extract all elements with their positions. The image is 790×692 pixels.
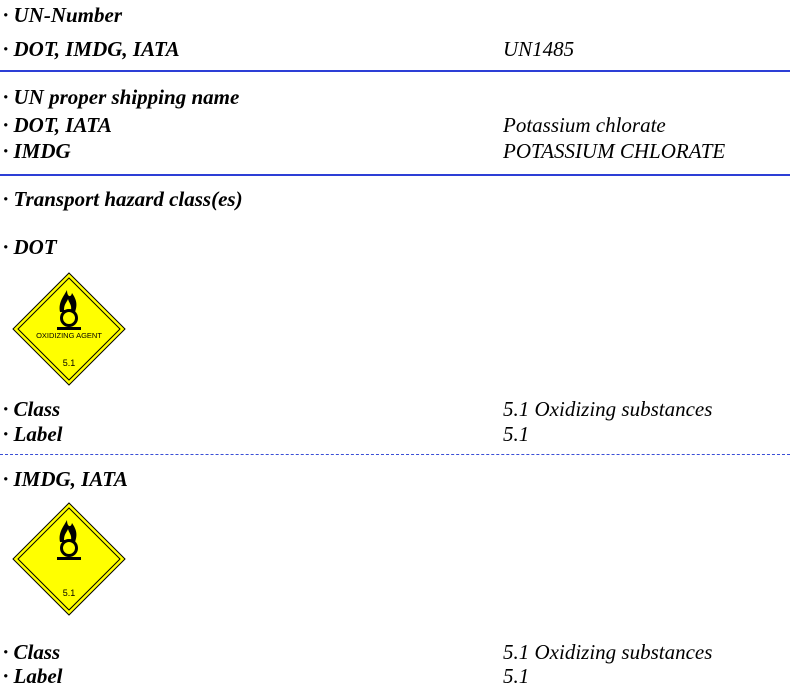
shipping-name-value: Potassium chlorate (503, 113, 666, 137)
dot-label-row (3, 423, 790, 445)
shipping-name-row (3, 140, 790, 162)
imdg-label-value: 5.1 (503, 664, 530, 688)
placard-class-number: 5.1 (62, 358, 76, 368)
section-divider (0, 174, 790, 176)
imdg-class-label: · Class (3, 640, 61, 664)
un-number-value: UN1485 (503, 37, 575, 61)
dot-label-value: 5.1 (503, 422, 530, 446)
flame-over-circle-icon (12, 272, 126, 386)
dot-class-label: · Class (3, 397, 61, 421)
shipping-name-row (3, 114, 790, 136)
un-number-heading: · UN-Number (3, 3, 122, 27)
un-number-label: · DOT, IMDG, IATA (3, 37, 180, 61)
section-divider (0, 70, 790, 72)
imdg-iata-heading: · IMDG, IATA (3, 467, 128, 491)
oxidizer-placard-imdg-iata (12, 502, 126, 616)
placard-text: OXIDIZING AGENT (36, 331, 102, 340)
imdg-label-label: · Label (3, 664, 63, 688)
un-number-row (3, 38, 790, 60)
shipping-name-heading: · UN proper shipping name (3, 85, 240, 109)
placard-class-number: 5.1 (62, 588, 76, 598)
dot-heading: · DOT (3, 235, 57, 259)
dot-label-label: · Label (3, 422, 63, 446)
shipping-name-value: POTASSIUM CHLORATE (503, 139, 726, 163)
flame-over-circle-icon (12, 502, 126, 616)
imdg-label-row (3, 665, 790, 687)
hazard-class-heading: · Transport hazard class(es) (3, 187, 243, 211)
subsection-divider (0, 454, 790, 455)
dot-class-value: 5.1 Oxidizing substances (503, 397, 713, 421)
oxidizer-placard-dot (12, 272, 126, 386)
shipping-name-label: · DOT, IATA (3, 113, 112, 137)
imdg-class-value: 5.1 Oxidizing substances (503, 640, 713, 664)
imdg-class-row (3, 641, 790, 663)
shipping-name-label: · IMDG (3, 139, 71, 163)
dot-class-row (3, 398, 790, 420)
